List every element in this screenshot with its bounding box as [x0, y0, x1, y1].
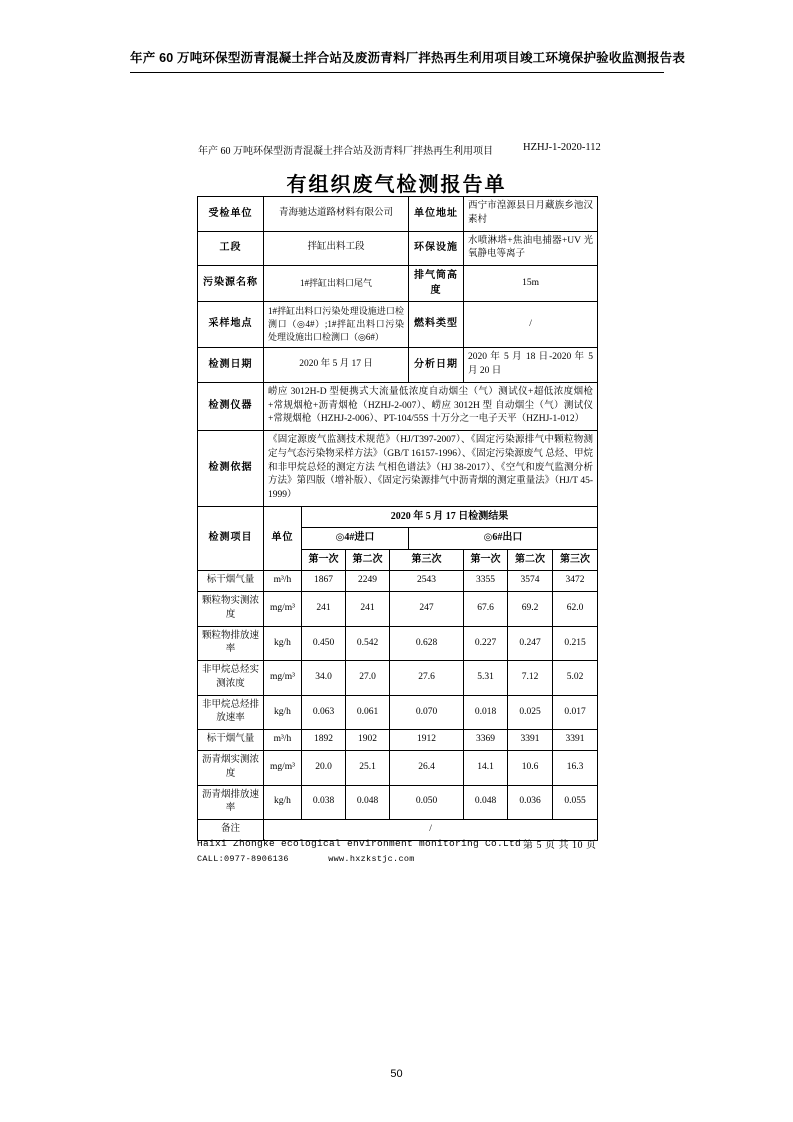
- row-unit-4: kg/h: [264, 695, 302, 730]
- row-2-value-1: 0.542: [346, 626, 390, 661]
- row-3-value-1: 27.0: [346, 661, 390, 696]
- label-sample-site: 采样地点: [198, 302, 264, 348]
- row-unit-7: kg/h: [264, 785, 302, 820]
- row-1-value-1: 241: [346, 592, 390, 627]
- row-1-value-2: 247: [390, 592, 464, 627]
- group-header-inlet: ◎4#进口: [302, 528, 409, 550]
- row-0-value-0: 1867: [302, 571, 346, 592]
- row-unit-1: mg/m³: [264, 592, 302, 627]
- run-header-6: 第三次: [553, 549, 598, 571]
- run-header-3: 第三次: [390, 549, 464, 571]
- col-header-unit: 单位: [264, 506, 302, 571]
- row-item-2: 颗粒物排放速率: [198, 626, 264, 661]
- run-header-2: 第二次: [346, 549, 390, 571]
- row-5-value-4: 3391: [508, 730, 553, 751]
- row-6-value-3: 14.1: [464, 751, 508, 786]
- row-1-value-0: 241: [302, 592, 346, 627]
- row-3-value-4: 7.12: [508, 661, 553, 696]
- row-3-value-3: 5.31: [464, 661, 508, 696]
- row-6-value-1: 25.1: [346, 751, 390, 786]
- table-row: [198, 571, 598, 592]
- value-section: 拌缸出料工段: [264, 231, 409, 266]
- row-5-value-3: 3369: [464, 730, 508, 751]
- report-code: HZHJ-1-2020-112: [523, 142, 601, 153]
- table-row: [198, 431, 598, 507]
- table-row: [198, 266, 598, 302]
- row-4-value-4: 0.025: [508, 695, 553, 730]
- table-row: [198, 382, 598, 430]
- row-7-value-5: 0.055: [553, 785, 598, 820]
- row-7-value-0: 0.038: [302, 785, 346, 820]
- value-client: 青海驰达道路材料有限公司: [264, 197, 409, 232]
- group-header-outlet: ◎6#出口: [409, 528, 598, 550]
- footer-contact: [197, 852, 521, 866]
- col-header-item: 检测项目: [198, 506, 264, 571]
- row-item-0: 标干烟气量: [198, 571, 264, 592]
- table-row: [198, 695, 598, 730]
- row-6-value-5: 16.3: [553, 751, 598, 786]
- table-row: [198, 348, 598, 383]
- row-4-value-2: 0.070: [390, 695, 464, 730]
- row-item-1: 颗粒物实测浓度: [198, 592, 264, 627]
- project-subtitle: 年产 60 万吨环保型沥青混凝土拌合站及沥青料厂拌热再生利用项目: [198, 146, 493, 157]
- value-instrument: 崂应 3012H-D 型便携式大流量低浓度自动烟尘（气）测试仪+超低浓度烟枪+常规烟枪+沥青烟枪（HZHJ-2-007）、崂应 3012H 型 自动烟尘（气）测试仪+常规烟枪（HZHJ-2-006）、PT-104/55S 十万分之一电子天平（HZHJ-1-012）: [264, 382, 598, 430]
- label-facility: 环保设施: [409, 231, 464, 266]
- row-unit-6: mg/m³: [264, 751, 302, 786]
- footer-company-block: [197, 836, 521, 867]
- label-source: 污染源名称: [198, 266, 264, 302]
- row-item-3: 非甲烷总烃实测浓度: [198, 661, 264, 696]
- row-5-value-5: 3391: [553, 730, 598, 751]
- row-5-value-2: 1912: [390, 730, 464, 751]
- row-2-value-4: 0.247: [508, 626, 553, 661]
- label-address: 单位地址: [409, 197, 464, 232]
- run-header-1: 第一次: [302, 549, 346, 571]
- row-2-value-0: 0.450: [302, 626, 346, 661]
- row-0-value-4: 3574: [508, 571, 553, 592]
- row-7-value-1: 0.048: [346, 785, 390, 820]
- row-7-value-4: 0.036: [508, 785, 553, 820]
- row-0-value-2: 2543: [390, 571, 464, 592]
- value-fuel: /: [464, 302, 598, 348]
- label-instrument: 检测仪器: [198, 382, 264, 430]
- results-date-header: 2020 年 5 月 17 日检测结果: [302, 506, 598, 528]
- row-0-value-1: 2249: [346, 571, 390, 592]
- report-table: [197, 196, 598, 841]
- value-analysis-date: 2020 年 5 月 18 日-2020 年 5 月 20 日: [464, 348, 598, 383]
- footer-call: CALL:0977-8906136: [197, 854, 289, 865]
- table-row: [198, 785, 598, 820]
- row-6-value-4: 10.6: [508, 751, 553, 786]
- row-unit-2: kg/h: [264, 626, 302, 661]
- row-3-value-5: 5.02: [553, 661, 598, 696]
- row-4-value-5: 0.017: [553, 695, 598, 730]
- label-standard: 检测依据: [198, 431, 264, 507]
- table-row: [198, 302, 598, 348]
- header-divider: [130, 72, 664, 73]
- row-unit-5: m³/h: [264, 730, 302, 751]
- row-7-value-3: 0.048: [464, 785, 508, 820]
- footer-pagination: 第 5 页 共 10 页: [523, 840, 597, 851]
- row-item-4: 非甲烷总烃排放速率: [198, 695, 264, 730]
- value-source: 1#拌缸出料口尾气: [264, 266, 409, 302]
- label-fuel: 燃料类型: [409, 302, 464, 348]
- row-unit-0: m³/h: [264, 571, 302, 592]
- results-header-row: [198, 506, 598, 528]
- row-item-7: 沥青烟排放速率: [198, 785, 264, 820]
- row-6-value-2: 26.4: [390, 751, 464, 786]
- row-6-value-0: 20.0: [302, 751, 346, 786]
- row-2-value-3: 0.227: [464, 626, 508, 661]
- row-1-value-5: 62.0: [553, 592, 598, 627]
- row-2-value-2: 0.628: [390, 626, 464, 661]
- footer-company-name: Haixi Zhongke ecological environment monitoring Co.Ltd: [197, 838, 522, 849]
- value-facility: 水喷淋塔+焦油电捕器+UV 光氧静电等离子: [464, 231, 598, 266]
- table-row: [198, 626, 598, 661]
- label-section: 工段: [198, 231, 264, 266]
- row-3-value-2: 27.6: [390, 661, 464, 696]
- page-title: 有组织废气检测报告单: [286, 174, 507, 196]
- row-2-value-5: 0.215: [553, 626, 598, 661]
- table-row: [198, 197, 598, 232]
- row-4-value-1: 0.061: [346, 695, 390, 730]
- run-header-5: 第二次: [508, 549, 553, 571]
- row-4-value-3: 0.018: [464, 695, 508, 730]
- value-sample-site: 1#拌缸出料口污染处理设施进口检测口（◎4#）;1#拌缸出料口污染处理设施出口检测口（◎6#）: [264, 302, 409, 348]
- table-row: [198, 661, 598, 696]
- table-row: [198, 730, 598, 751]
- row-7-value-2: 0.050: [390, 785, 464, 820]
- row-0-value-5: 3472: [553, 571, 598, 592]
- run-header-4: 第一次: [464, 549, 508, 571]
- row-5-value-0: 1892: [302, 730, 346, 751]
- label-analysis-date: 分析日期: [409, 348, 464, 383]
- label-stack: 排气筒高度: [409, 266, 464, 302]
- value-remark: /: [264, 820, 598, 841]
- row-item-5: 标干烟气量: [198, 730, 264, 751]
- table-row: [198, 592, 598, 627]
- row-5-value-1: 1902: [346, 730, 390, 751]
- value-stack: 15m: [464, 266, 598, 302]
- row-4-value-0: 0.063: [302, 695, 346, 730]
- value-standard: 《固定源废气监测技术规范》（HJ/T397-2007）、《固定污染源排气中颗粒物测定与气态污染物采样方法》（GB/T 16157-1996）、《固定污染源废气 总烃、甲烷和非甲烷总烃的测定方法 气相色谱法》（HJ 38-2017）、《空气和废气监测分析方法》第四版（增补版）、《固定污染源排气中沥青烟的测定重量法》（HJ/T 45-1999）: [264, 431, 598, 507]
- row-3-value-0: 34.0: [302, 661, 346, 696]
- label-client: 受检单位: [198, 197, 264, 232]
- row-item-6: 沥青烟实测浓度: [198, 751, 264, 786]
- label-remark: 备注: [198, 820, 264, 841]
- row-1-value-4: 69.2: [508, 592, 553, 627]
- page-number: 50: [390, 1068, 403, 1080]
- row-0-value-3: 3355: [464, 571, 508, 592]
- footer-url: www.hxzkstjc.com: [328, 854, 415, 865]
- value-address: 西宁市湟源县日月藏族乡池汉素村: [464, 197, 598, 232]
- value-test-date: 2020 年 5 月 17 日: [264, 348, 409, 383]
- table-row: [198, 751, 598, 786]
- running-title: 年产 60 万吨环保型沥青混凝土拌合站及废沥青料厂拌热再生利用项目竣工环境保护验收监测报告表: [130, 51, 686, 65]
- table-row: [198, 231, 598, 266]
- row-1-value-3: 67.6: [464, 592, 508, 627]
- label-test-date: 检测日期: [198, 348, 264, 383]
- row-unit-3: mg/m³: [264, 661, 302, 696]
